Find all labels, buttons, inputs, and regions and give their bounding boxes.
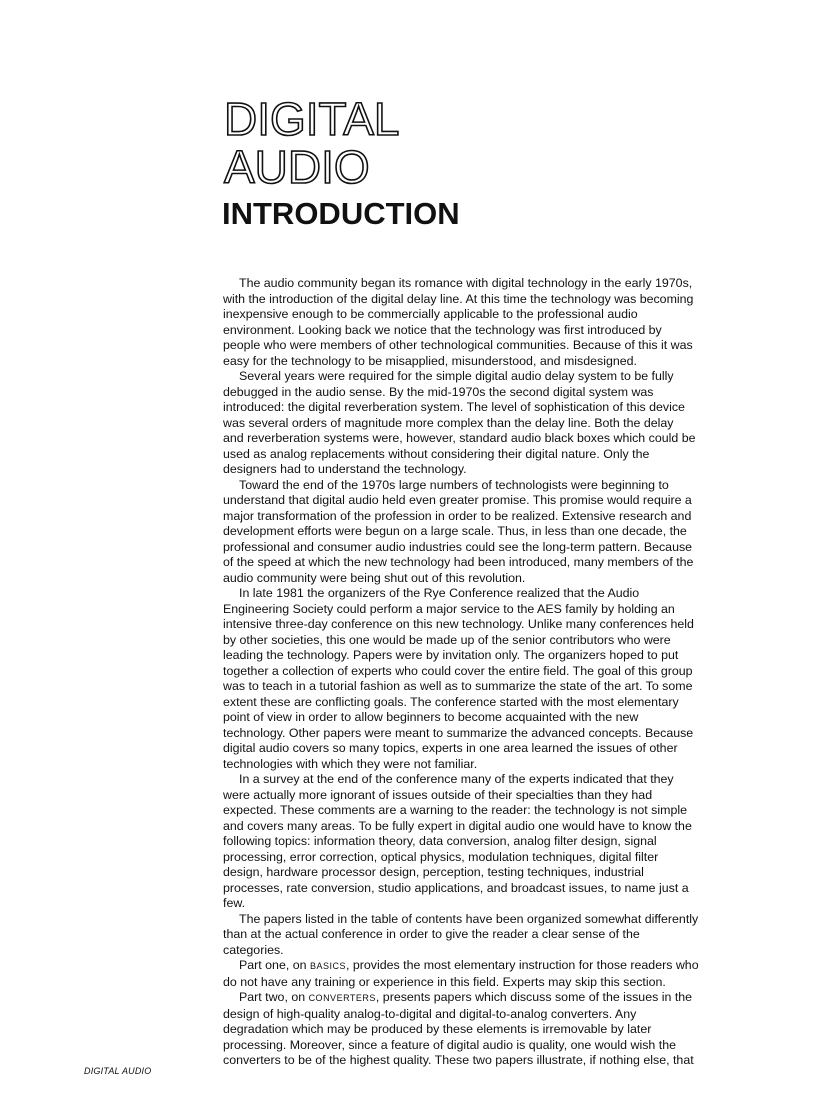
paragraph-line: was several orders of magnitude more complex than the delay line. Both the delay [223,415,674,430]
paragraph-line: than at the actual conference in order to give the reader a clear sense of the [223,927,640,941]
paragraph-line-part-one [223,958,763,975]
paragraph-line: intensive three-day conference on this new technology. Unlike many conferences held [223,617,694,631]
paragraph-line-part-two [223,990,763,1007]
paragraph-line: categories. [223,942,284,957]
paragraph-line: used as analog replacements without considering their digital nature. Only the [223,446,650,461]
paragraph-line: together a collection of experts who could cover the entire field. The goal of this group [223,663,693,678]
paragraph-line: major transformation of the profession in order to be realized. Extensive research and [223,508,692,523]
paragraph-line: following topics: information theory, data conversion, analog filter design, signal [223,834,657,848]
paragraph-line: processes, rate conversion, studio applications, and broadcast issues, to name just a [223,880,689,895]
paragraph-line: technologies with which they were not familiar. [223,756,478,771]
paragraph-line: converters to be of the highest quality. These two papers illustrate, if nothing else, that [223,1053,694,1067]
paragraph-line: audio community were being shut out of this revolution. [223,570,526,585]
paragraph-line: were actually more ignorant of issues outside of their specialties than they had [223,787,653,802]
paragraph-line: processing. Moreover, since a feature of digital audio is quality, one would wish the [223,1037,676,1052]
small-caps-keyword: BASICS [309,961,346,971]
paragraph-line: digital audio covers so many topics, experts in one area learned the issues of other [223,741,678,755]
paragraph-line: The audio community began its romance with digital technology in the early 1970s, [239,276,693,290]
title-line-digital: DIGITAL [224,93,400,145]
small-caps-keyword: CONVERTERS [308,993,376,1003]
paragraph-line: by other societies, this one would be made up of the senior contributors who were [223,632,671,647]
paragraph-line: Engineering Society could perform a major service to the AES family by holding an [223,601,675,616]
paragraph-line: few. [223,896,246,910]
paragraph-line: development efforts were begun on a large scale. Thus, in less than one decade, the [223,524,687,538]
paragraph-line: degradation which may be produced by these elements is irremovable by later [223,1022,652,1036]
paragraph-line: In late 1981 the organizers of the Rye Conference realized that the Audio [239,586,640,600]
paragraph-line: introduced: the digital reverberation system. The level of sophistication of this device [223,400,685,414]
paragraph-line: environment. Looking back we notice that the technology was first introduced by [223,322,662,337]
text-run: , provides the most elementary instruction for those readers who [345,958,699,972]
paragraph-line: professional and consumer audio industries could see the long-term pattern. Because [223,539,693,554]
paragraph-line: The papers listed in the table of contents have been organized somewhat differently [239,911,699,926]
paragraph-line: designers had to understand the technology. [223,462,467,476]
running-footer: DIGITAL AUDIO [84,1066,152,1076]
paragraph-line: leading the technology. Papers were by invitation only. The organizers hoped to put [223,648,679,662]
paragraph-line: point of view in order to allow beginners to become acquainted with the new [223,710,639,724]
paragraph-line: inexpensive enough to be commercially applicable to the professional audio [223,307,638,321]
paragraph-line: processing, error correction, optical physics, modulation techniques, digital filter [223,849,659,864]
paragraph-line: easy for the technology to be misapplied, misunderstood, and misdesigned. [223,353,637,368]
paragraph-line: extent these are conflicting goals. The conference started with the most elementary [223,694,679,709]
paragraph-line: understand that digital audio held even greater promise. This promise would require a [223,493,692,507]
paragraph-line: technology. Other papers were meant to summarize the advanced concepts. Because [223,725,694,740]
paragraph-line: debugged in the audio sense. By the mid-1970s the second digital system was [223,384,654,399]
paragraph-line: and covers many areas. To be fully expert in digital audio one would have to know the [223,818,692,833]
section-heading: INTRODUCTION [222,196,460,231]
paragraph-line: Toward the end of the 1970s large numbers of technologists were beginning to [239,477,669,492]
paragraph-line: and reverberation systems were, however, standard audio black boxes which could be [223,431,696,445]
text-run: Part two, on [239,990,309,1004]
paragraph-line: design, hardware processor design, perception, testing techniques, industrial [223,865,644,879]
paragraph-line: of the speed at which the new technology had been introduced, many members of the [223,555,694,569]
paragraph-line: was to teach in a tutorial fashion as well as to summarize the state of the art. To some [223,679,693,693]
text-run: , presents papers which discuss some of the issues in the [375,990,693,1004]
paragraph-line: people who were members of other technological communities. Because of this it was [223,338,693,352]
paragraph-line: design of high-quality analog-to-digital and digital-to-analog converters. Any [223,1006,637,1021]
body-text [223,276,763,1069]
paragraph-line: In a survey at the end of the conference many of the experts indicated that they [239,772,674,786]
paragraph-line: Several years were required for the simple digital audio delay system to be fully [239,369,674,383]
paragraph-line: with the introduction of the digital delay line. At this time the technology was becoming [223,291,694,306]
paragraph-line: do not have any training or experience in this field. Experts may skip this section. [223,974,666,989]
text-run: Part one, on [239,958,310,972]
paragraph-line: expected. These comments are a warning to the reader: the technology is not simple [223,803,687,817]
title-line-audio: AUDIO [224,141,370,193]
